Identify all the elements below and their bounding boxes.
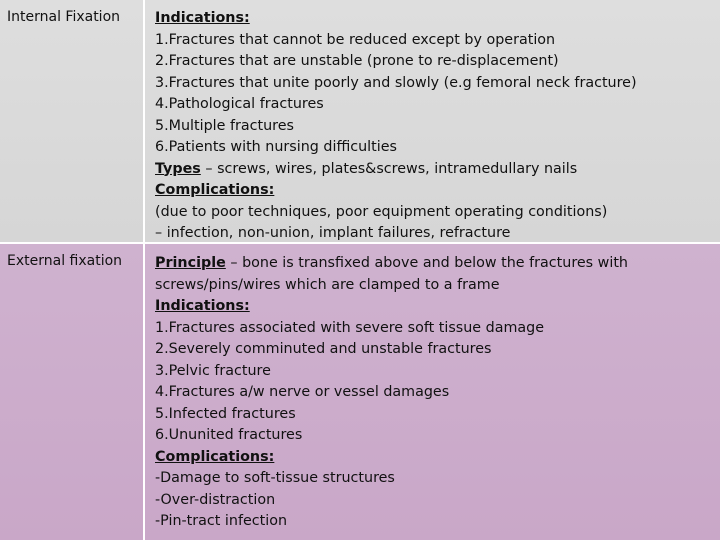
types-line <box>155 159 712 181</box>
row-content <box>155 253 712 533</box>
list-item: 4.Pathological fractures <box>155 96 324 112</box>
list-item: -Pin-tract infection <box>155 513 288 529</box>
list-item: 6.Ununited fractures <box>155 427 303 443</box>
list-item: 4.Fractures a/w nerve or vessel damages <box>155 384 450 400</box>
list-item: 3.Fractures that unite poorly and slowly (e.g femoral neck fracture) <box>155 74 637 91</box>
indications-heading: Indications: <box>155 10 250 26</box>
list-item: -Damage to soft-tissue structures <box>155 470 395 486</box>
list-item: 1.Fractures associated with severe soft tissue damage <box>155 319 545 336</box>
principle-continuation: screws/pins/wires which are clamped to a frame <box>155 276 500 293</box>
types-heading: Types <box>155 160 201 177</box>
principle-text: – bone is transfixed above and below the fractures with <box>225 255 628 271</box>
types-text: – screws, wires, plates&screws, intramedullary nails <box>200 160 578 177</box>
table-row-internal-fixation <box>0 0 720 244</box>
list-item: 2.Severely comminuted and unstable fractures <box>155 341 492 357</box>
table-row-external-fixation <box>0 244 720 540</box>
list-item: (due to poor techniques, poor equipment operating conditions) <box>155 203 608 220</box>
list-item: 2.Fractures that are unstable (prone to re-displacement) <box>155 53 559 69</box>
list-item: – infection, non-union, implant failures, refracture <box>155 225 511 241</box>
list-item: 1.Fractures that cannot be reduced except by operation <box>155 31 556 48</box>
principle-heading: Principle <box>155 255 226 271</box>
complications-heading: Complications: <box>155 182 275 198</box>
row-label: Internal Fixation <box>7 9 121 25</box>
list-item: 5.Multiple fractures <box>155 117 294 134</box>
row-label: External fixation <box>7 253 123 269</box>
list-item: 5.Infected fractures <box>155 405 296 422</box>
list-item: 3.Pelvic fracture <box>155 362 271 379</box>
indications-heading: Indications: <box>155 298 250 314</box>
complications-heading: Complications: <box>155 448 275 465</box>
list-item: 6.Patients with nursing difficulties <box>155 139 397 155</box>
principle-line <box>155 253 712 275</box>
column-divider <box>143 0 145 540</box>
row-content <box>155 8 712 245</box>
list-item: -Over-distraction <box>155 491 276 508</box>
